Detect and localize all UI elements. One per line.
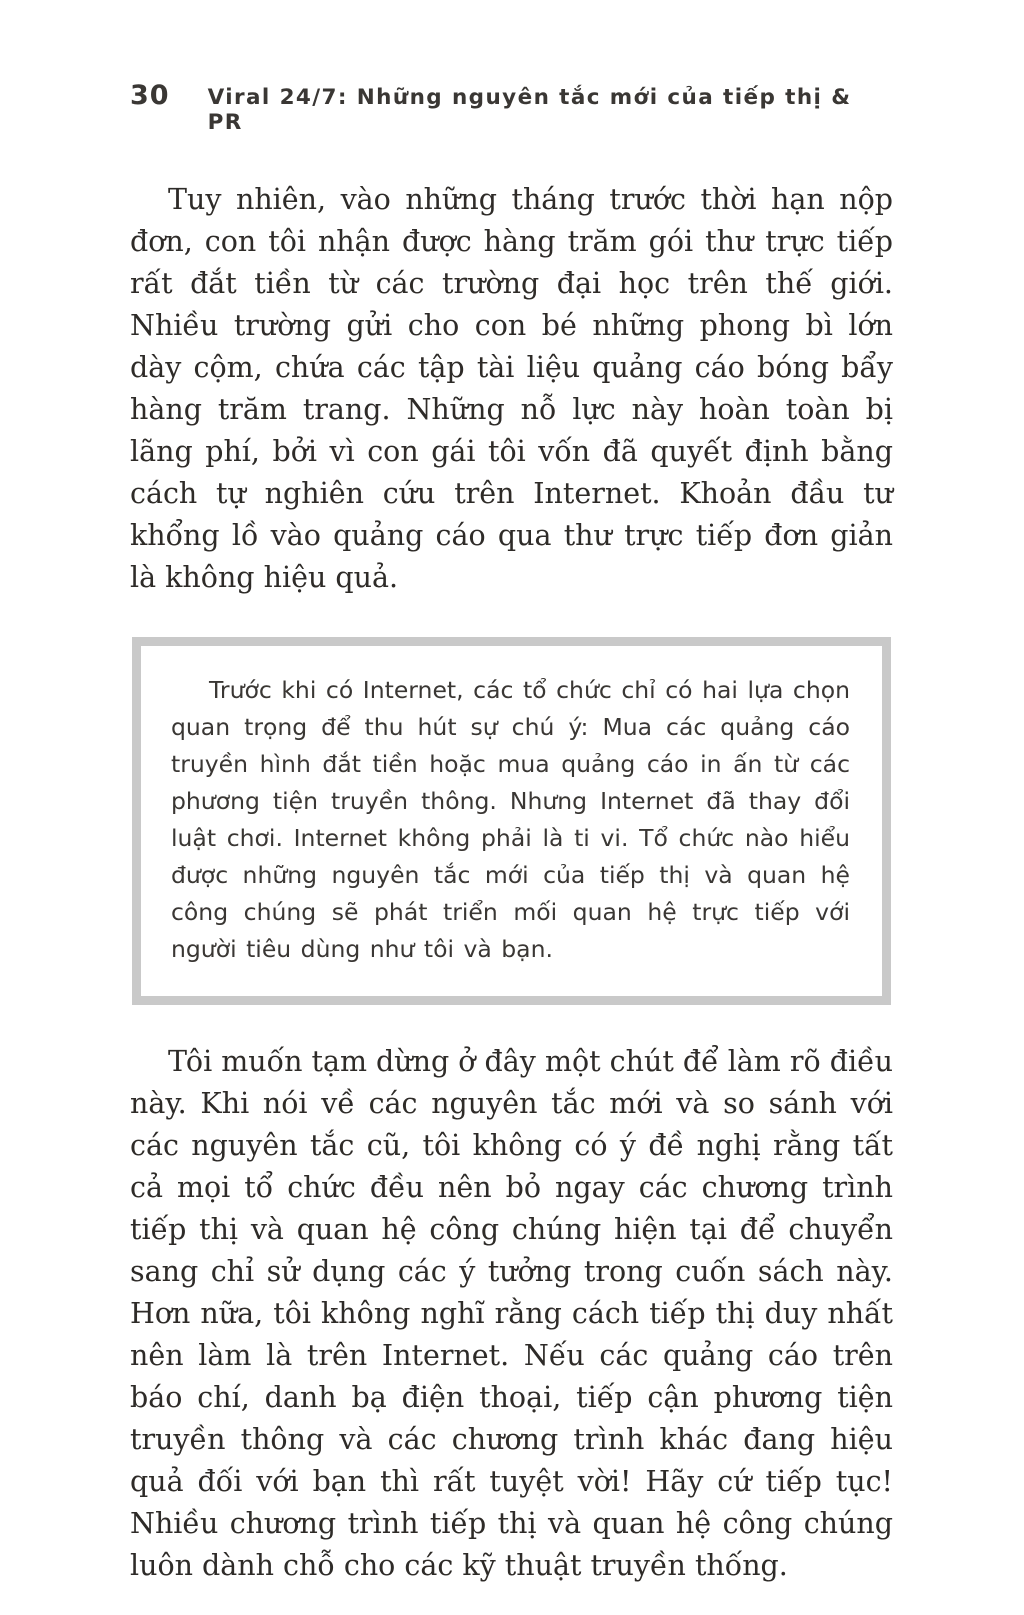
paragraph-2: Tôi muốn tạm dừng ở đây một chút để làm rõ điều này. Khi nói về các nguyên tắc mới và so sánh với các nguyên tắc cũ, tôi không có ý đề nghị rằng tất cả mọi tổ chức đều nên bỏ ngay các chương trình tiếp thị và quan hệ công chúng hiện tại để chuyển sang chỉ sử dụng các ý tưởng trong cuốn sách này. Hơn nữa, tôi không nghĩ rằng cách tiếp thị duy nhất nên làm là trên Internet. Nếu các quảng cáo trên báo chí, danh bạ điện thoại, tiếp cận phương tiện truyền thông và các chương trình khác đang hiệu quả đối với bạn thì rất tuyệt vời! Hãy cứ tiếp tục! Nhiều chương trình tiếp thị và quan hệ công chúng luôn dành chỗ cho các kỹ thuật truyền thống. — [130, 1045, 893, 1582]
page-body — [130, 179, 893, 1587]
running-head-title: Viral 24/7: Những nguyên tắc mới của tiếp thị & PR — [207, 85, 852, 135]
page-header — [130, 80, 893, 135]
page-number: 30 — [130, 80, 170, 111]
paragraph-1: Tuy nhiên, vào những tháng trước thời hạn nộp đơn, con tôi nhận được hàng trăm gói thư trực tiếp rất đắt tiền từ các trường đại học trên thế giới. Nhiều trường gửi cho con bé những phong bì lớn dày cộm, chứa các tập tài liệu quảng cáo bóng bẩy hàng trăm trang. Những nỗ lực này hoàn toàn bị lãng phí, bởi vì con gái tôi vốn đã quyết định bằng cách tự nghiên cứu trên Internet. Khoản đầu tư khổng lồ vào quảng cáo qua thư trực tiếp đơn giản là không hiệu quả. — [130, 183, 893, 594]
quote-text: Trước khi có Internet, các tổ chức chỉ có hai lựa chọn quan trọng để thu hút sự chú ý: Mua các quảng cáo truyền hình đắt tiền hoặc mua quảng cáo in ấn từ các phương tiện truyền thông. Nhưng Internet đã thay đổi luật chơi. Internet không phải là ti vi. Tổ chức nào hiểu được những nguyên tắc mới của tiếp thị và quan hệ công chúng sẽ phát triển mối quan hệ trực tiếp với người tiêu dùng như tôi và bạn. — [171, 676, 850, 963]
quote-box — [132, 637, 891, 1005]
